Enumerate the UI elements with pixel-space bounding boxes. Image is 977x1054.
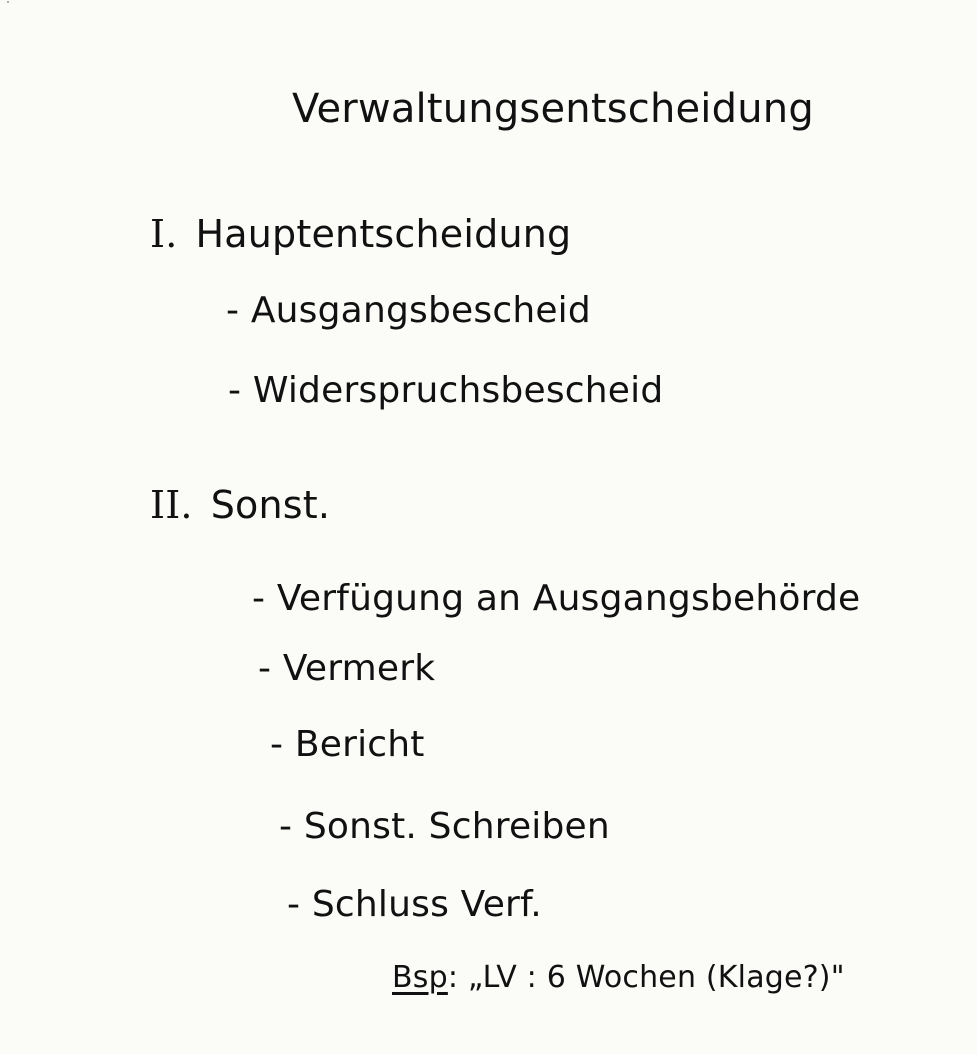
section-2-heading [150, 483, 330, 527]
section-2-item: - Verfügung an Ausgangsbehörde [252, 578, 861, 619]
section-2-item: - Vermerk [258, 648, 436, 689]
section-1-heading [150, 212, 571, 256]
section-2-item: - Schluss Verf. [287, 884, 542, 925]
section-2-item: - Sonst. Schreiben [279, 806, 610, 847]
section-1-numeral: I. [150, 212, 178, 256]
paper-speck [7, 1, 9, 3]
note-title: Verwaltungsentscheidung [292, 86, 814, 132]
section-1-item: - Ausgangsbescheid [226, 290, 591, 331]
example-text: : „LV : 6 Wochen (Klage?)" [447, 960, 845, 995]
section-1-title: Hauptentscheidung [195, 212, 572, 256]
example-note [392, 960, 845, 995]
section-2-item: - Bericht [270, 724, 425, 765]
example-label: Bsp [392, 960, 448, 995]
section-2-numeral: II. [150, 483, 193, 527]
section-2-title: Sonst. [210, 483, 331, 527]
section-1-item: - Widerspruchsbescheid [228, 370, 664, 411]
